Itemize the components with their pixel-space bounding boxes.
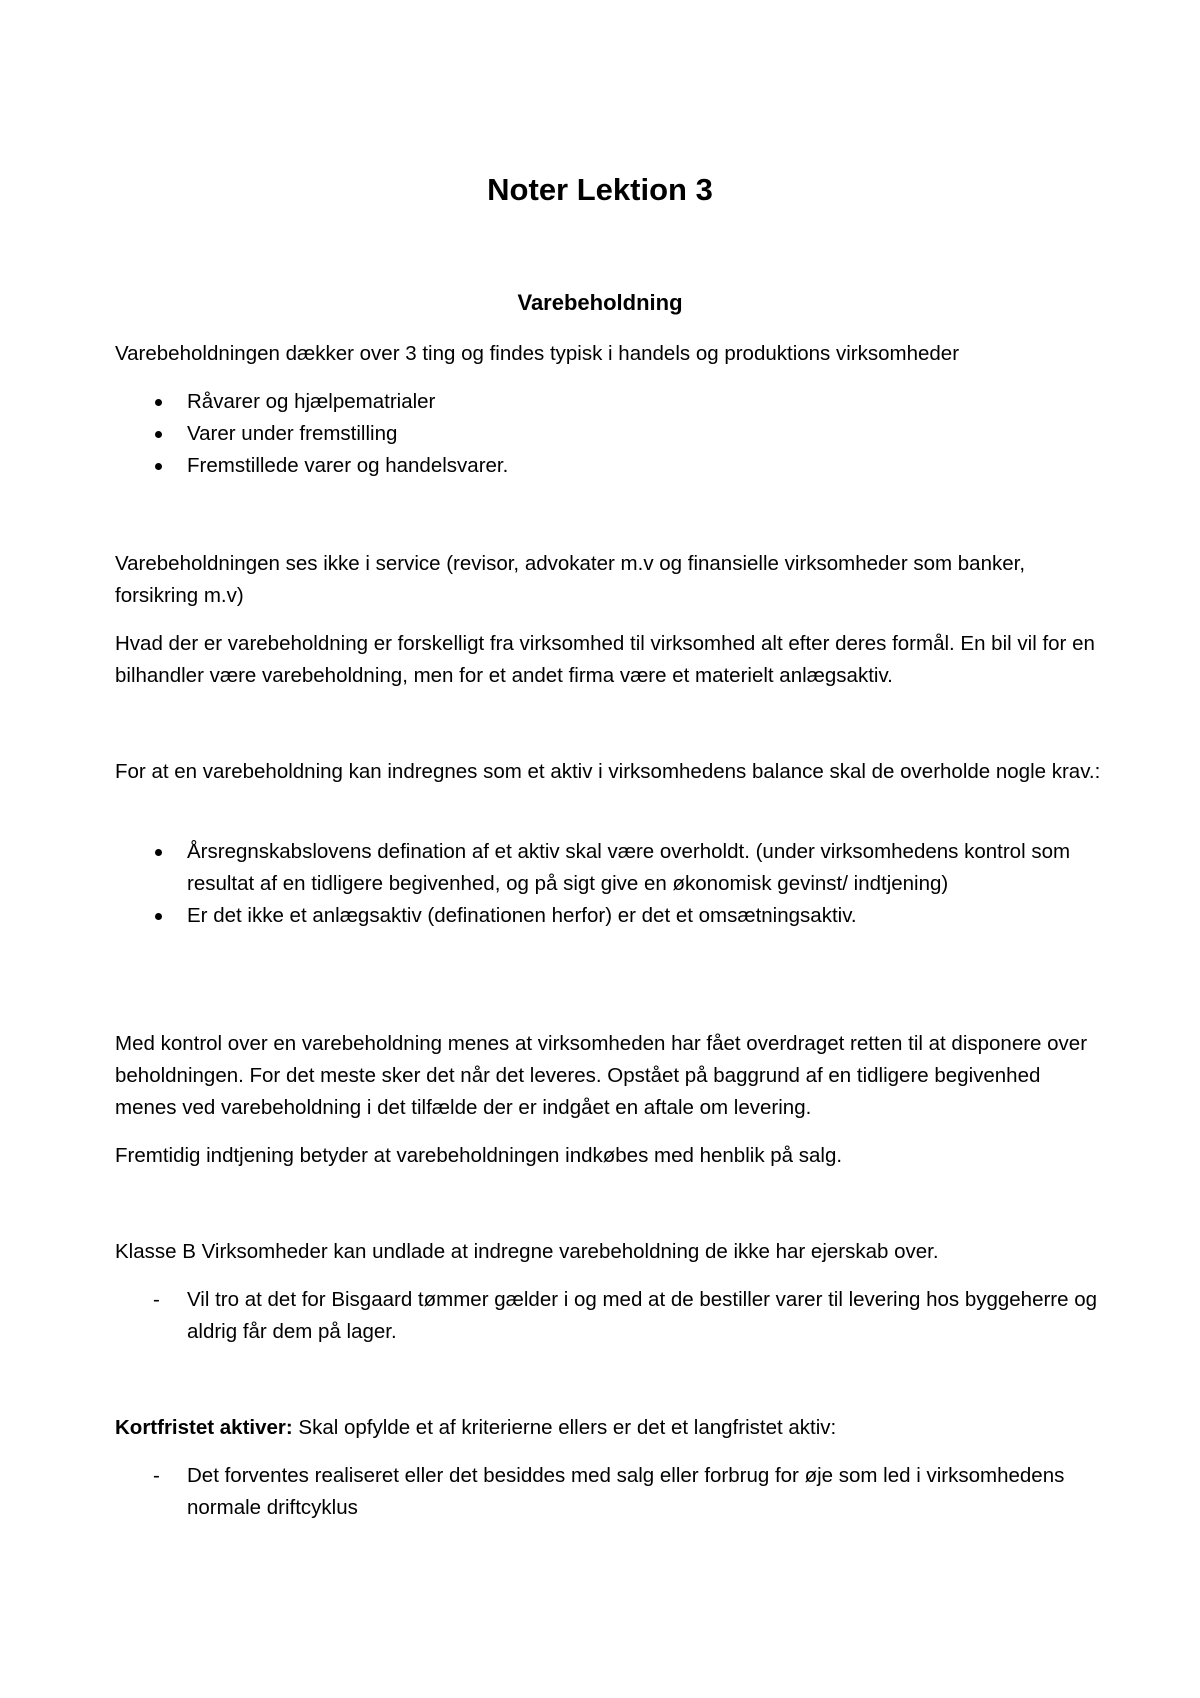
intro-paragraph: Varebeholdningen dækker over 3 ting og findes typisk i handels og produktions virksomheder xyxy=(115,342,960,365)
kortfristet-paragraph xyxy=(115,1412,1105,1444)
forskelligt-paragraph: Hvad der er varebeholdning er forskelligt fra virksomhed til virksomhed alt efter deres formål. En bil vil for en bilhandler være varebeholdning, men for et andet firma være et materielt anlægsaktiv. xyxy=(115,632,1095,687)
krav-list xyxy=(115,836,1105,932)
page-title: Noter Lektion 3 xyxy=(487,172,713,207)
list-item-text: Vil tro at det for Bisgaard tømmer gælder i og med at de bestiller varer til levering hos byggeherre og aldrig får dem på lager. xyxy=(187,1288,1098,1343)
klasse-b-paragraph: Klasse B Virksomheder kan undlade at indregne varebeholdning de ikke har ejerskab over. xyxy=(115,1240,939,1263)
list-item xyxy=(115,418,1105,450)
fremtidig-paragraph: Fremtidig indtjening betyder at varebeholdningen indkøbes med henblik på salg. xyxy=(115,1144,843,1167)
list-item-text: Varer under fremstilling xyxy=(187,422,398,445)
bullet-icon xyxy=(155,849,162,856)
bullet-icon xyxy=(155,913,162,920)
kortfristet-list xyxy=(115,1460,1105,1524)
list-item-text: Det forventes realiseret eller det besiddes med salg eller forbrug for øje som led i virksomhedens normale driftcyklus xyxy=(187,1464,1065,1519)
intro-list xyxy=(115,386,1105,482)
list-item-text: Årsregnskabslovens defination af et aktiv skal være overholdt. (under virksomhedens kontrol som resultat af en tidligere begivenhed, og på sigt give en økonomisk gevinst/ indtjening) xyxy=(187,840,1071,895)
klasse-b-list xyxy=(115,1284,1105,1348)
dash-marker: - xyxy=(153,1288,160,1311)
bullet-icon xyxy=(155,431,162,438)
list-item xyxy=(115,836,1105,900)
list-item xyxy=(115,386,1105,418)
bullet-icon xyxy=(155,463,162,470)
list-item-text: Fremstillede varer og handelsvarer. xyxy=(187,454,509,477)
list-item xyxy=(115,450,1105,482)
list-item-text: Er det ikke et anlægsaktiv (definationen herfor) er det et omsætningsaktiv. xyxy=(187,904,857,927)
list-item xyxy=(115,900,1105,932)
kortfristet-label: Kortfristet aktiver: xyxy=(115,1416,293,1439)
list-item xyxy=(115,1460,1105,1524)
kortfristet-text: Skal opfylde et af kriterierne ellers er det et langfristet aktiv: xyxy=(292,1416,837,1439)
krav-paragraph: For at en varebeholdning kan indregnes som et aktiv i virksomhedens balance skal de overholde nogle krav.: xyxy=(115,760,1101,783)
bullet-icon xyxy=(155,399,162,406)
dash-marker: - xyxy=(153,1464,160,1487)
section-heading: Varebeholdning xyxy=(517,290,683,315)
list-item xyxy=(115,1284,1105,1348)
kontrol-paragraph: Med kontrol over en varebeholdning menes at virksomheden har fået overdraget retten til at disponere over beholdningen. For det meste sker det når det leveres. Opstået på baggrund af en tidligere begivenhed menes ved varebeholdning i det tilfælde der er indgået en aftale om levering. xyxy=(115,1032,1088,1119)
service-paragraph: Varebeholdningen ses ikke i service (revisor, advokater m.v og finansielle virksomheder som banker, forsikring m.v) xyxy=(115,552,1026,607)
list-item-text: Råvarer og hjælpematrialer xyxy=(187,390,436,413)
